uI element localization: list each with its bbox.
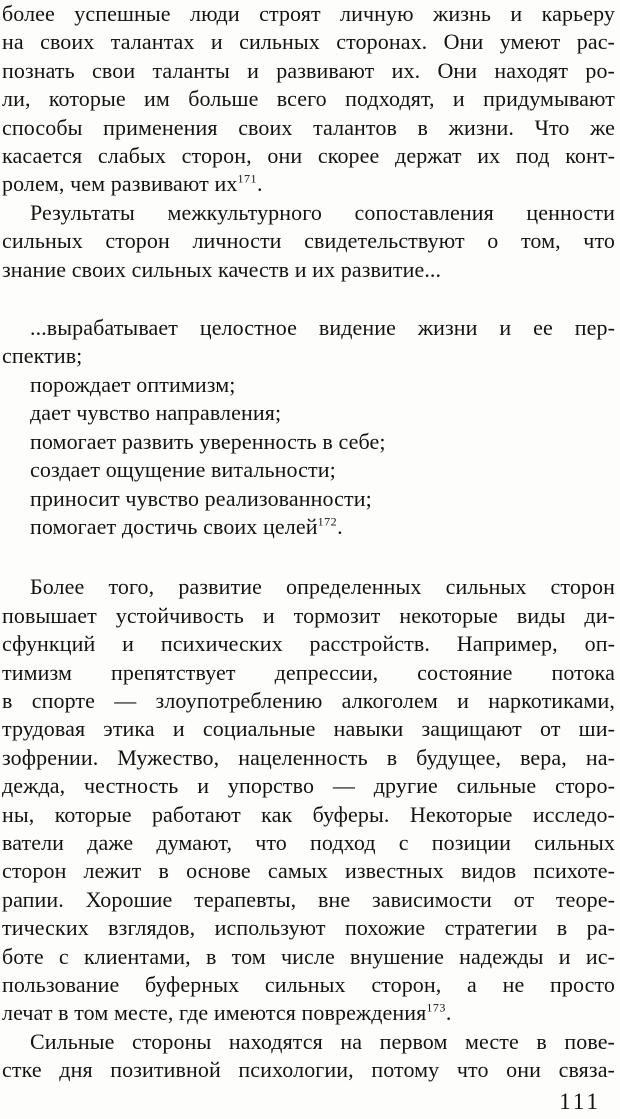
page-number: 111 <box>559 1089 601 1114</box>
paragraph-spacer <box>2 284 615 314</box>
text-line: дает чувство направления; <box>30 400 282 426</box>
text-line: ли, которые им больше всего подходят, и придумывают <box>2 86 615 112</box>
text-line: приносит чувство реализованности; <box>30 485 372 511</box>
text-line: Результаты межкультурного сопоставления ценности <box>30 199 615 225</box>
text-line: дежда, честность и упорство — другие сильные сторо- <box>2 773 615 799</box>
text-line: Более того, развитие определенных сильных сторон <box>30 574 615 600</box>
text-block <box>2 0 615 1085</box>
text-line: более успешные люди строят личную жизнь и карьеру <box>2 1 615 26</box>
text-line: сторон лежит в основе самых известных видов психоте- <box>2 858 615 884</box>
text-line: создает ощущение витальности; <box>30 457 336 483</box>
text-line: порождает оптимизм; <box>30 371 236 397</box>
footnote-marker: 173 <box>426 1001 446 1016</box>
paragraph-spacer <box>2 541 615 573</box>
text-line: рапии. Хорошие терапевты, вне зависимости от теоре- <box>2 886 615 912</box>
text-line: ролем, чем развивают их$^{171}$. <box>2 171 263 197</box>
text-line: спектив; <box>2 343 83 369</box>
footnote-marker: 172 <box>317 514 338 529</box>
text-line: сфункций и психических расстройств. Например, оп- <box>2 631 615 657</box>
footnote-marker: 171 <box>237 172 257 187</box>
text-line: способы применения своих талантов в жизни. Что же <box>2 114 615 140</box>
text-line: касается слабых сторон, они скорее держат их под конт- <box>2 143 615 169</box>
text-line: пользование буферных сильных сторон, а не просто <box>2 972 615 997</box>
text-line: ватели даже думают, что подход с позиции сильных <box>2 829 615 855</box>
text-line: ...вырабатывает целостное видение жизни и ее пер- <box>30 315 615 341</box>
text-line: в спорте — злоупотреблению алкоголем и наркотиками, <box>2 687 615 713</box>
text-line: лечат в том месте, где имеются повреждения$^{173}$. <box>2 1000 452 1026</box>
text-line: на своих талантах и сильных сторонах. Они умеют рас- <box>2 29 615 55</box>
text-line: знание своих сильных качеств и их развитие... <box>2 256 442 282</box>
text-line: тимизм препятствует депрессии, состояние потока <box>2 659 615 685</box>
text-line: ны, которые работают как буферы. Некоторые исследо- <box>2 801 615 827</box>
text-line: Сильные стороны находятся на первом месте в пове- <box>30 1028 615 1054</box>
text-line: помогает достичь своих целей$^{172}$. <box>30 513 343 539</box>
text-line: повышает устойчивость и тормозит некоторые виды ди- <box>2 602 615 628</box>
text-line: боте с клиентами, в том числе внушение надежды и ис- <box>2 943 615 969</box>
text-line: помогает развить уверенность в себе; <box>30 428 386 454</box>
text-line: познать свои таланты и развивают их. Они находят ро- <box>2 57 615 83</box>
text-line: стке дня позитивной психологии, потому что они связа- <box>2 1057 615 1083</box>
text-line: тических взглядов, используют похожие стратегии в ра- <box>2 915 615 941</box>
text-line: сильных сторон личности свидетельствуют о том, что <box>2 228 615 254</box>
text-line: трудовая этика и социальные навыки защищают от ши- <box>2 716 615 742</box>
text-line: зофрении. Мужество, нацеленность в будущее, вера, на- <box>2 744 615 770</box>
